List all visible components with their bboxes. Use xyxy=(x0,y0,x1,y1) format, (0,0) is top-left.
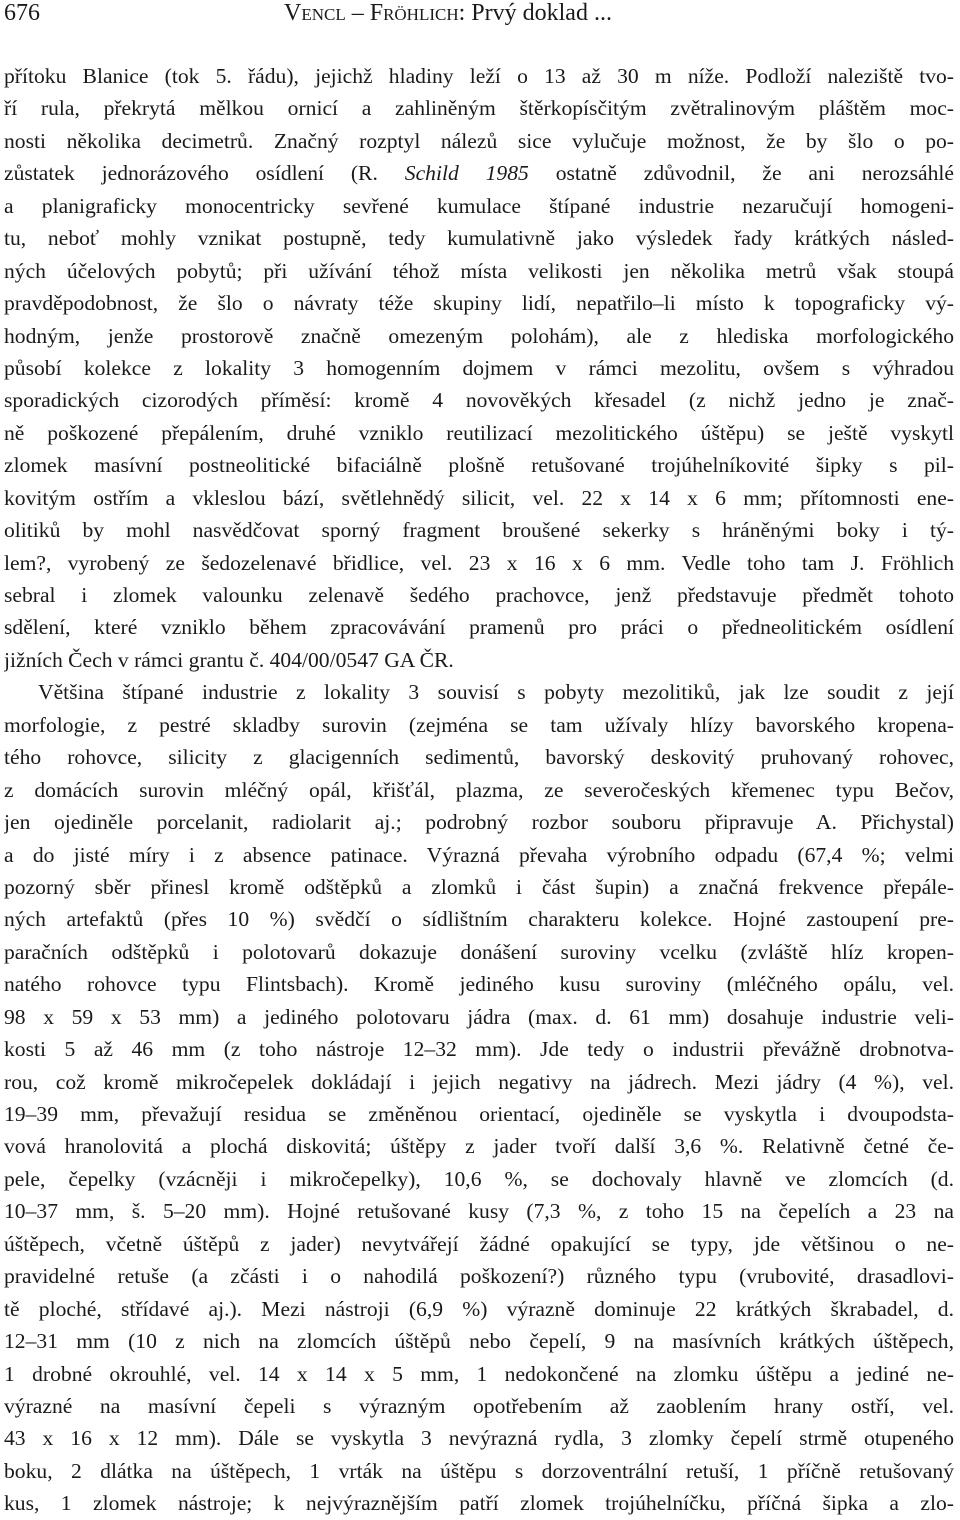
text-line: natého rohovce typu Flintsbach). Kromě jediného kusu suroviny (mléčného opálu, vel. xyxy=(4,972,954,997)
text-segment: zůstatek jednorázového osídlení (R. xyxy=(4,161,378,186)
text-line: tě ploché, střídavé aj.). Mezi nástroji (6,9 %) výrazně dominuje 22 krátkých škrabadel, d. xyxy=(4,1296,954,1321)
text-line: z domácích surovin mléčný opál, křišťál, plazma, ze severočeských křemenec typu Bečov, xyxy=(4,777,954,802)
text-line: kus, 1 zlomek nástroje; k nejvýraznějším patří zlomek trojúhelníčku, příčná šipka a zlo- xyxy=(4,1491,954,1516)
author-vencl: Vencl xyxy=(284,0,346,26)
text-line: rou, což kromě mikročepelek dokládají i jejich negativy na jádrech. Mezi jádry (4 %), vel. xyxy=(4,1069,954,1094)
text-line: pozorný sběr přinesl kromě odštěpků a zlomků i část šupin) a značná frekvence přepále- xyxy=(4,874,954,899)
text-line: tého rohovce, silicity z glacigenních sedimentů, bavorský deskovitý pruhovaný rohovec, xyxy=(4,745,954,770)
text-line: boku, 2 dlátka na úštěpech, 1 vrták na úštěpu s dorzoventrální retuší, 1 příčně retušovaný xyxy=(4,1458,954,1483)
text-line: působí kolekce z lokality 3 homogenním dojmem v rámci mezolitu, ovšem s výhradou xyxy=(4,355,954,380)
author-separator: – xyxy=(345,0,370,26)
text-line: olitiků by mohl nasvědčovat sporný fragment broušené sekerky s hráněnými boky i tý- xyxy=(4,518,954,543)
text-line: 12–31 mm (10 z nich na zlomcích úštěpů nebo čepelí, 9 na masívních krátkých úštěpech, xyxy=(4,1329,954,1354)
text-line: lem?, vyrobený ze šedozelenavé břidlice, vel. 23 x 16 x 6 mm. Vedle toho tam J. Fröhlich xyxy=(4,550,954,575)
paragraph-2 xyxy=(4,676,954,1519)
text-line: pravidelné retuše (a zčásti i o nahodilá poškození?) různého typu (vrubovité, drasadlovi- xyxy=(4,1264,954,1289)
text-line: výrazné na masívní čepeli s výrazným opotřebením až zaoblením hrany ostří, vel. xyxy=(4,1393,954,1418)
text-line: ně poškozené přepálením, druhé vzniklo reutilizací mezolitického úštěpu) se ještě vyskytl xyxy=(4,420,954,445)
text-line: sebral i zlomek valounku zelenavě šedého prachovce, jenž představuje předmět tohoto xyxy=(4,583,954,607)
text-line: pravděpodobnost, že šlo o návraty téže skupiny lidí, nepatřilo–li místo k topograficky vý- xyxy=(4,291,954,316)
text-segment: ostatně zdůvodnil, že ani nerozsáhlé xyxy=(528,161,954,186)
document-page xyxy=(4,0,954,1520)
citation: Schild 1985 xyxy=(404,161,529,186)
text-line: 10–37 mm, š. 5–20 mm). Hojné retušované kusy (7,3 %, z toho 15 na čepelích a 23 na xyxy=(4,1199,954,1224)
text-line: nosti několika decimetrů. Značný rozptyl nálezů sice vylučuje možnost, že by šlo o po- xyxy=(4,128,954,153)
text-line: 1 drobné okrouhlé, vel. 14 x 14 x 5 mm, 1 nedokončené na zlomku úštěpu a jediné ne- xyxy=(4,1361,954,1386)
text-line: přítoku Blanice (tok 5. řádu), jejichž hladiny leží o 13 až 30 m níže. Podloží naleziště tvo- xyxy=(4,64,954,88)
header-title xyxy=(284,0,612,26)
text-line: pele, čepelky (vzácněji i mikročepelky), 10,6 %, se dochovaly hlavně ve zlomcích (d. xyxy=(4,1166,954,1191)
author-frohlich: Fröhlich: xyxy=(369,0,466,26)
text-line: zlomek masívní postneolitické bifaciálně plošně retušované trojúhelníkovité šipky s pil- xyxy=(4,453,954,478)
page-number: 676 xyxy=(4,0,40,26)
text-line: Většina štípané industrie z lokality 3 souvisí s pobyty mezolitiků, jak lze soudit z její xyxy=(38,680,954,705)
text-line: kosti 5 až 46 mm (z toho nástroje 12–32 mm). Jde tedy o industrii převážně drobnotva- xyxy=(4,1037,954,1062)
text-line: 43 x 16 x 12 mm). Dále se vyskytla 3 nevýrazná rydla, 3 zlomky čepelí strmě otupeného xyxy=(4,1426,954,1451)
text-line: 19–39 mm, převažují residua se změněnou orientací, ojediněle se vyskytla i dvoupodsta- xyxy=(4,1102,954,1126)
text-line: hodným, jenže prostorově značně omezeným polohám), ale z hlediska morfologického xyxy=(4,323,954,348)
text-line: paračních odštěpků i polotovarů dokazuje donášení suroviny vcelku (zvláště hlíz kropen- xyxy=(4,939,954,964)
running-head xyxy=(4,0,954,26)
text-line-with-citation xyxy=(4,157,954,189)
text-line: tu, neboť mohly vznikat postupně, tedy kumulativně jako výsledek řady krátkých násled- xyxy=(4,226,954,251)
text-line: morfologie, z pestré skladby surovin (zejména se tam užívaly hlízy bavorského kropena- xyxy=(4,712,954,737)
text-line: kovitým ostřím a vkleslou bází, světlehnědý silicit, vel. 22 x 14 x 6 mm; přítomnosti ene- xyxy=(4,485,954,510)
text-line: 98 x 59 x 53 mm) a jediného polotovaru jádra (max. d. 61 mm) dosahuje industrie veli- xyxy=(4,1004,954,1029)
text-line: vová hranolovitá a plochá diskovitá; úštěpy z jader tvoří další 3,6 %. Relativně četné če- xyxy=(4,1134,954,1159)
body-text xyxy=(4,60,954,1520)
article-title: Prvý doklad ... xyxy=(465,0,612,26)
text-line: jen ojediněle porcelanit, radiolarit aj.; podrobný rozbor souboru připravuje A. Přichystal) xyxy=(4,810,954,835)
text-line: ných účelových pobytů; při užívání téhož místa velikosti jen několika metrů však stoupá xyxy=(4,258,954,283)
text-line: úštěpech, včetně úštěpů z jader) nevytvářejí žádné opakující se typy, jde většinou o ne- xyxy=(4,1231,954,1256)
paragraph-1 xyxy=(4,60,954,676)
text-line: ných artefaktů (přes 10 %) svědčí o sídlištním charakteru kolekce. Hojné zastoupení pre- xyxy=(4,907,954,932)
text-line: sporadických cizorodých příměsí: kromě 4 novověkých křesadel (z nichž jedno je znač- xyxy=(4,388,954,413)
text-line: a do jisté míry i z absence patinace. Výrazná převaha výrobního odpadu (67,4 %; velmi xyxy=(4,842,954,867)
text-line: a planigraficky monocentricky sevřené kumulace štípané industrie nezaručují homogeni- xyxy=(4,193,954,218)
text-line: sdělení, které vzniklo během zpracovávání pramenů pro práci o předneolitickém osídlení xyxy=(4,615,954,640)
text-line: jižních Čech v rámci grantu č. 404/00/0547 GA ČR. xyxy=(4,647,454,672)
text-line: ří rula, překrytá mělkou ornicí a zahliněným štěrkopísčitým zvětralinovým pláštěm moc- xyxy=(4,96,954,121)
